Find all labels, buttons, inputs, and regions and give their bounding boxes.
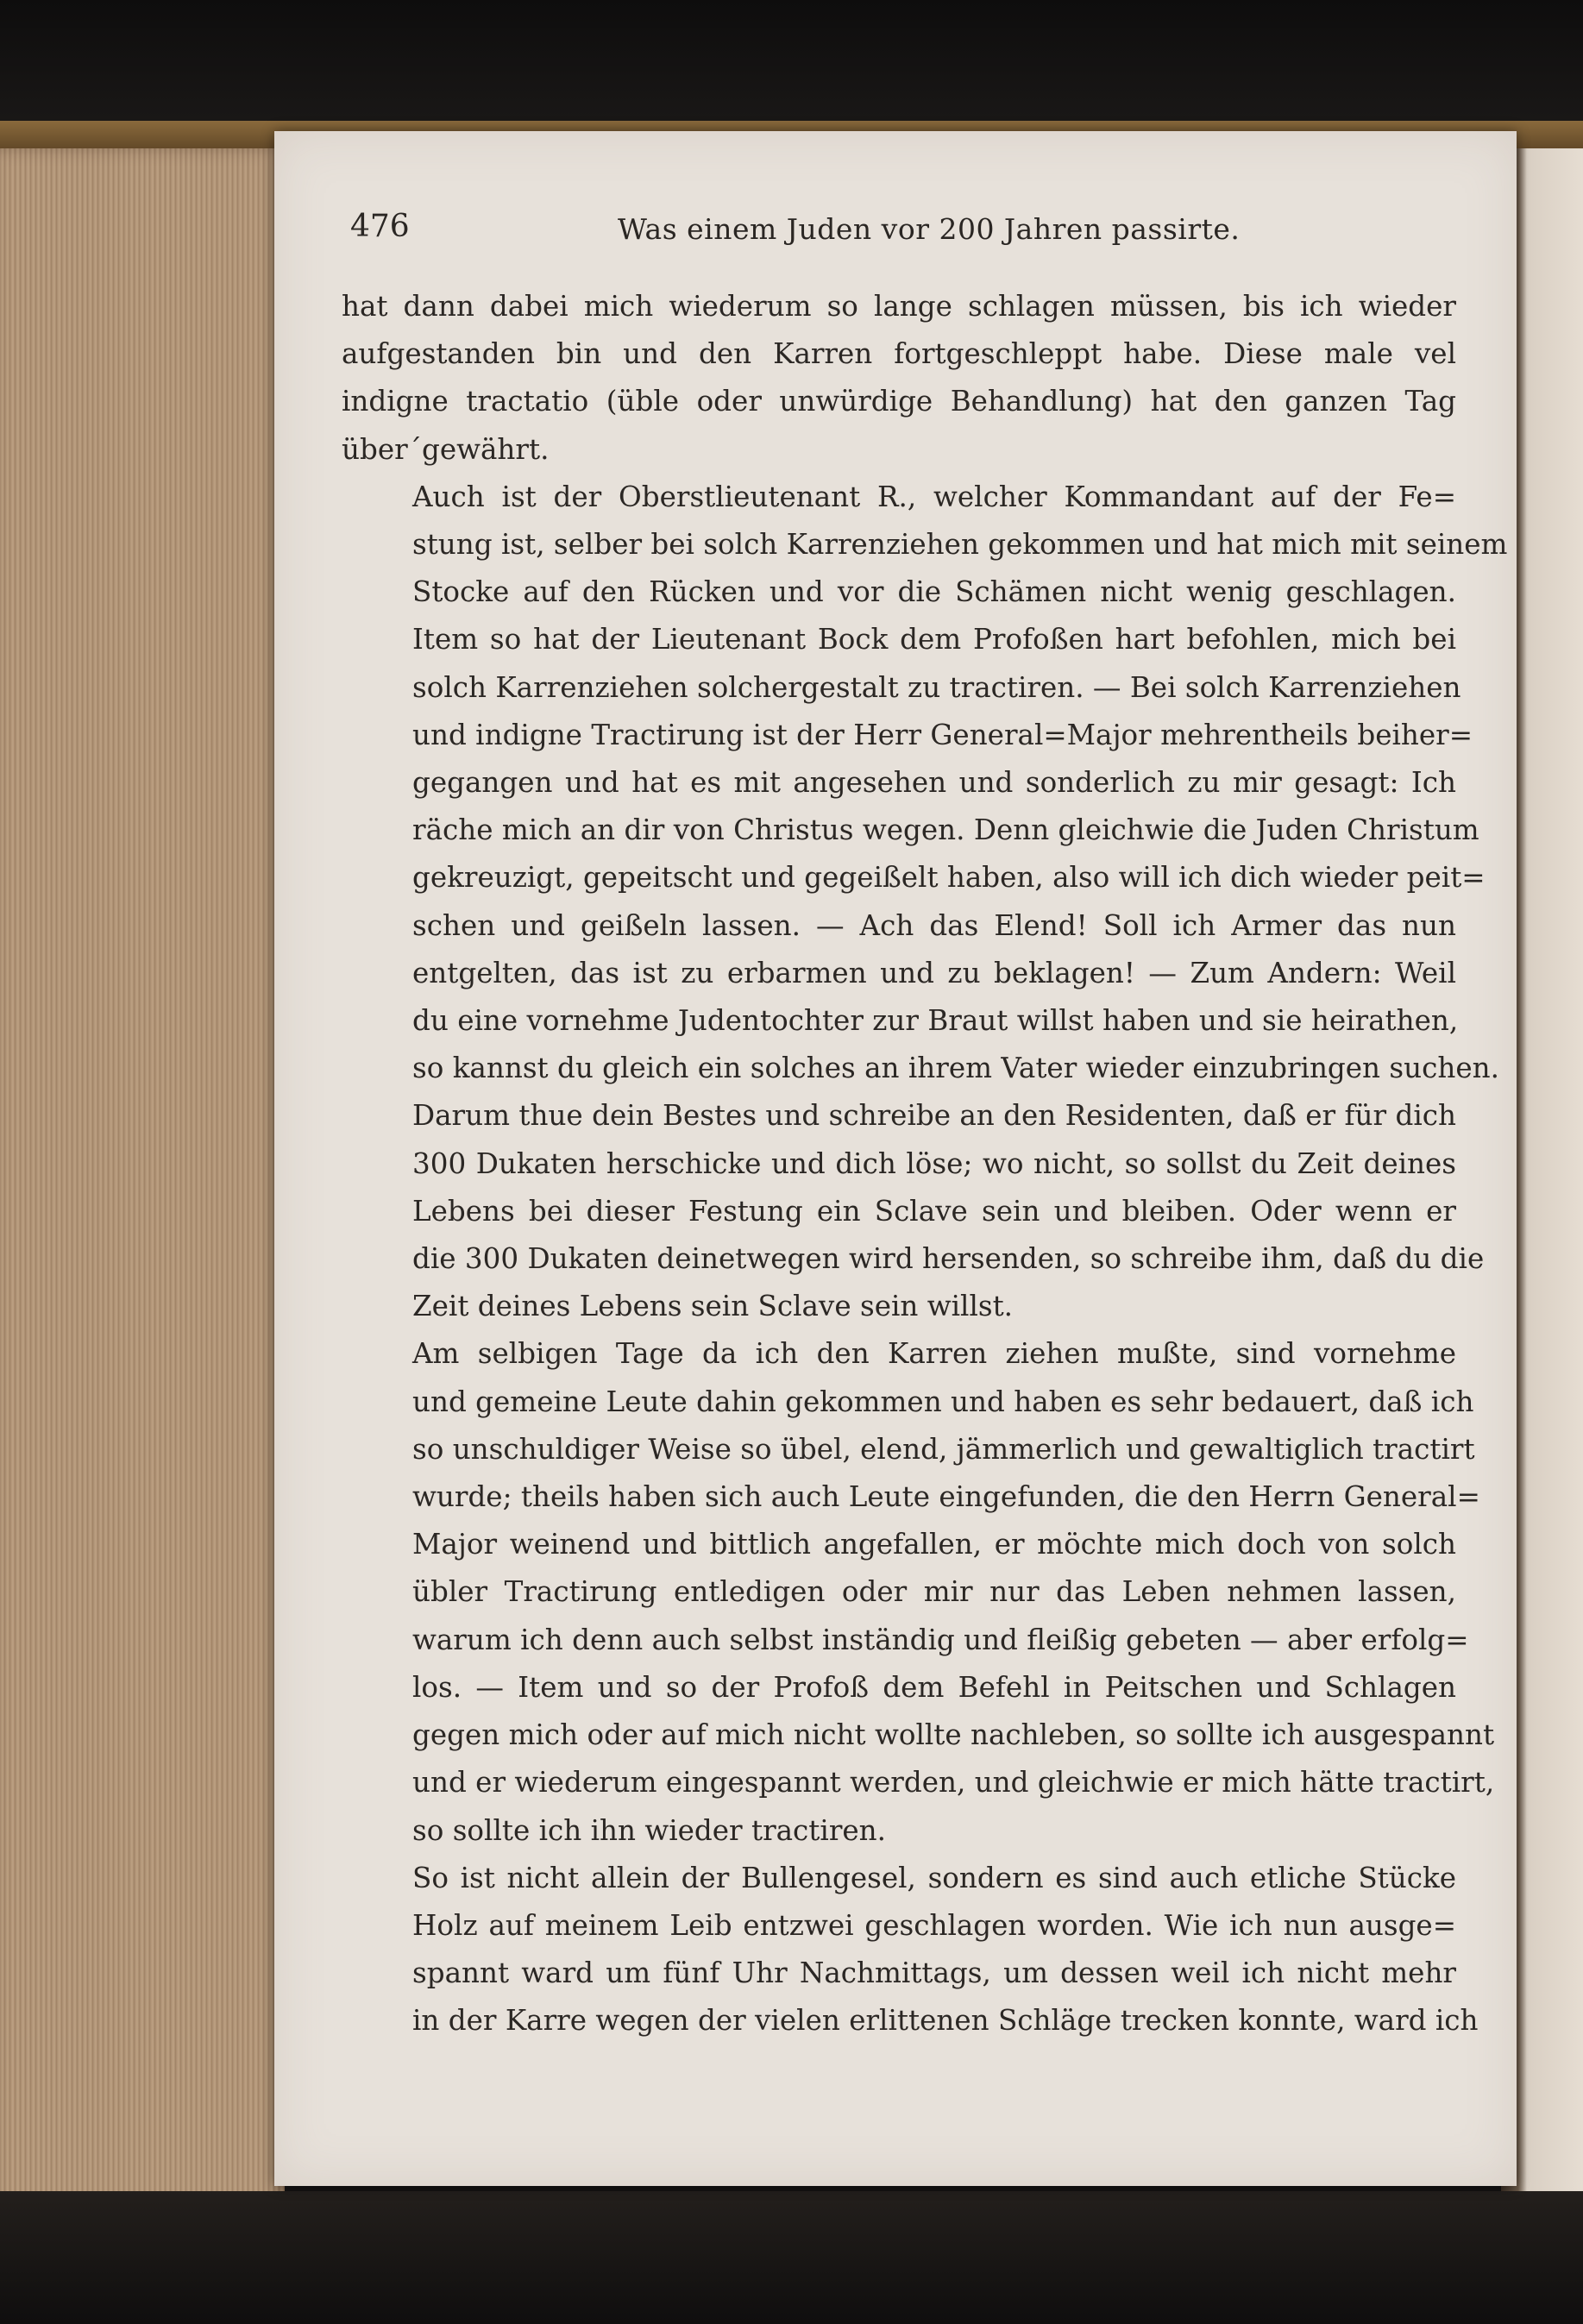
text-line: Lebens bei dieser Festung ein Sclave sein und bleiben. Oder wenn er <box>412 1194 1456 1228</box>
book-cover-top <box>0 0 1583 129</box>
text-line: los. — Item und so der Profoß dem Befehl in Peitschen und Schlagen <box>412 1670 1456 1704</box>
text-line: aufgestanden bin und den Karren fortgeschleppt habe. Diese male vel <box>342 337 1456 371</box>
text-line: Item so hat der Lieutenant Bock dem Profoßen hart befohlen, mich bei <box>412 623 1456 656</box>
text-line: räche mich an dir von Christus wegen. Denn gleichwie die Juden Christum <box>412 813 1479 847</box>
page-block-edge-left <box>0 148 285 2210</box>
text-line: stung ist, selber bei solch Karrenziehen gekommen und hat mich mit seinem <box>412 528 1508 562</box>
text-line: die 300 Dukaten deinetwegen wird hersenden, so schreibe ihm, daß du die <box>412 1242 1485 1276</box>
body-text <box>342 283 1508 2045</box>
text-line: So ist nicht allein der Bullengesel, sondern es sind auch etliche Stücke <box>412 1861 1456 1894</box>
text-line: Holz auf meinem Leib entzwei geschlagen worden. Wie ich nun ausge= <box>412 1908 1456 1942</box>
text-line: wurde; theils haben sich auch Leute eingefunden, die den Herrn General= <box>412 1480 1480 1514</box>
text-line: und er wiederum eingespannt werden, und gleichwie er mich hätte tractirt, <box>412 1766 1495 1800</box>
paragraph <box>342 474 1508 1331</box>
paragraph <box>342 1855 1479 2045</box>
text-line: 300 Dukaten herschicke und dich löse; wo nicht, so sollst du Zeit deines <box>412 1146 1456 1180</box>
text-line: gekreuzigt, gepeitscht und gegeißelt haben, also will ich dich wieder peit= <box>412 861 1486 895</box>
text-line: Auch ist der Oberstlieutenant R., welcher Kommandant auf der Fe= <box>412 480 1456 513</box>
text-line: so kannst du gleich ein solches an ihrem Vater wieder einzubringen suchen. <box>412 1052 1499 1085</box>
text-line: so sollte ich ihn wieder tractiren. <box>412 1813 887 1847</box>
text-line: Major weinend und bittlich angefallen, er möchte mich doch von solch <box>412 1528 1456 1561</box>
text-line: entgelten, das ist zu erbarmen und zu beklagen! — Zum Andern: Weil <box>412 956 1456 989</box>
text-line: gegangen und hat es mit angesehen und sonderlich zu mir gesagt: Ich <box>412 766 1456 800</box>
text-line: Darum thue dein Bestes und schreibe an den Residenten, daß er für dich <box>412 1099 1456 1133</box>
text-line: gegen mich oder auf mich nicht wollte nachleben, so sollte ich ausgespannt <box>412 1718 1495 1752</box>
text-line: Zeit deines Lebens sein Sclave sein willst. <box>412 1290 1014 1323</box>
page-header <box>350 209 1446 261</box>
text-line: Am selbigen Tage da ich den Karren ziehen mußte, sind vornehme <box>412 1337 1456 1371</box>
text-line: indigne tractatio (üble oder unwürdige Behandlung) hat den ganzen Tag <box>342 385 1456 418</box>
text-line: schen und geißeln lassen. — Ach das Elend! Soll ich Armer das nun <box>412 908 1456 942</box>
text-line: solch Karrenziehen solchergestalt zu tractiren. — Bei solch Karrenziehen <box>412 670 1461 704</box>
book-cover-bottom <box>0 2191 1583 2324</box>
text-line: hat dann dabei mich wiederum so lange schlagen müssen, bis ich wieder <box>342 290 1456 323</box>
text-line: und gemeine Leute dahin gekommen und haben es sehr bedauert, daß ich <box>412 1385 1474 1418</box>
book-page <box>274 131 1517 2186</box>
text-line: Stocke auf den Rücken und vor die Schämen nicht wenig geschlagen. <box>412 575 1456 609</box>
text-line: so unschuldiger Weise so übel, elend, jämmerlich und gewaltiglich tractirt <box>412 1432 1475 1466</box>
text-line: in der Karre wegen der vielen erlittenen Schläge trecken konnte, ward ich <box>412 2004 1479 2038</box>
text-line: und indigne Tractirung ist der Herr General=Major mehrentheils beiher= <box>412 718 1473 751</box>
text-line: übler Tractirung entledigen oder mir nur das Leben nehmen lassen, <box>412 1575 1456 1609</box>
text-line: du eine vornehme Judentochter zur Braut willst haben und sie heirathen, <box>412 1004 1459 1038</box>
text-line: warum ich denn auch selbst inständig und fleißig gebeten — aber erfolg= <box>412 1623 1469 1656</box>
text-line: über´gewährt. <box>342 432 550 466</box>
paragraph <box>342 283 1456 474</box>
running-title: Was einem Juden vor 200 Jahren passirte. <box>618 212 1241 246</box>
text-line: spannt ward um fünf Uhr Nachmittags, um dessen weil ich nicht mehr <box>412 1957 1456 1990</box>
page-number: 476 <box>350 209 410 244</box>
paragraph <box>342 1330 1495 1854</box>
